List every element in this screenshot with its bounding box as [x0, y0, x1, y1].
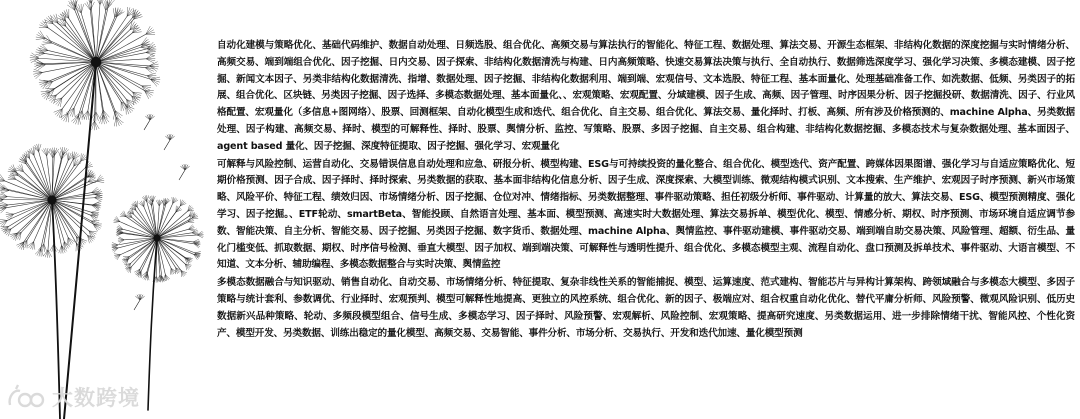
watermark-logo-icon [6, 383, 46, 411]
text-block [217, 38, 1075, 343]
watermark-text: 大数跨境 [52, 386, 140, 410]
paragraph-3: 多模态数据融合与知识驱动、销售自动化、自动交易、市场情绪分析、特征提取、复杂非线性关系的智能捕捉、模型、运算速度、范式建构、智能芯片与异构计算架构、跨领域融合与多模态大模型、多因子策略与统计套利、参数调优、行业择时、宏观预判、模型可解释性地提高、更独立的风控系统、组合优化、新的因子、极端应对、组合权重自动化优化、替代平庸分析师、风险预警、微观风险识别、低历史数据新兴品种策略、轮动、多频段模型组合、信号生成、多模态学习、因子择时、风险预警、宏观解析、风险控制、宏观策略、提高研究速度、另类数据运用、进一步排除情绪干扰、智能风控、个性化资产、模型开发、另类数据、训练出稳定的量化模型、高频交易、交易智能、事件分析、市场分析、交易执行、开发和迭代加速、量化模型预测 [217, 277, 1075, 339]
dandelion-illustration [0, 0, 215, 419]
dandelion-small-icon [112, 195, 204, 282]
watermark [6, 380, 140, 414]
dandelion-medium-icon [0, 144, 104, 258]
dandelion-large-icon [30, 0, 160, 130]
paragraph-1: 自动化建模与策略优化、基础代码维护、数据自动处理、日频选股、组合优化、高频交易与算法执行的智能化、特征工程、数据处理、算法交易、开源生态框架、非结构化数据的深度挖掘与实时情绪分析、高频交易、端到端组合优化、因子挖掘、日内交易、因子探索、非结构化数据清洗与构建、日内高频策略、快速交易算法决策与执行、全自动执行、数据筛选深度学习、强化学习决策、多模态建模、因子挖掘、新闻文本因子、另类非结构化数据清洗、指增、数据处理、因子挖掘、非结构化数据利用、端到端、宏观信号、文本选股、特征工程、基本面量化、处理基础准备工作、如洗数据、低频、另类因子的拓展、组合优化、区块链、另类因子挖掘、因子选择、多模态数据处理、基本面量化、、宏观策略、宏观配置、分域建模、因子生成、高频、因子管理、时序因果分析、因子挖掘投研、数据清洗、因子、行业风格配置、宏观量化（多信息+图网络）、股票、回测框架、自动化模型生成和迭代、组合优化、自主交易、组合优化、算法交易、量化择时、打板、高频、所有涉及价格预测的、machine Alpha、另类数据处理、因子构建、高频交易、择时、模型的可解释性、择时、股票、舆情分析、监控、写策略、股票、多因子挖掘、自主交易、组合构建、非结构化数据挖掘、多模态技术与复杂数据处理、基本面因子、agent based 量化、因子挖掘、深度特征提取、因子挖掘、强化学习、宏观量化 [217, 40, 1075, 152]
paragraph-2: 可解释与风险控制、运营自动化、交易错误信息自动处理和应急、研报分析、模型构建、ESG与可持续投资的量化整合、组合优化、模型迭代、资产配置、跨媒体因果图谱、强化学习与自适应策略优化、短期价格预测、因子合成、因子择时、择时探索、另类数据的获取、基本面非结构化信息分析、因子生成、深度探索、大模型训练、微观结构模式识别、文本搜索、生产维护、宏观因子时序预测、新兴市场策略、风险平价、特征工程、绩效归因、市场情绪分析、因子挖掘、仓位对冲、情绪指标、另类数据整理、事件驱动策略、担任初级分析师、事件驱动、计算量的放大、算法交易、ESG、模型预测精度、强化学习、因子挖掘。、ETF轮动、smartBeta、智能投顾、自然语言处理、基本面、模型预测、高速实时大数据处理、算法交易拆单、模型优化、模型、情感分析、期权、时序预测、市场环境自适应调节参数、智能决策、自主分析、智能交易、因子挖掘、另类因子挖掘、数字货币、数据处理、machine Alpha、舆情监控、事件驱动建模、事件驱动交易、端到端自助交易决策、风险管理、超额、衍生品、量化门槛变低、抓取数据、期权、时序信号检测、垂直大模型、因子加权、端到端决策、可解释性与透明性提升、组合优化、多模态模型主观、流程自动化、盘口预测及拆单技术、事件驱动、大语言模型、不知道、文本分析、辅助编程、多模态数据整合与实时决策、舆情监控 [217, 158, 1075, 271]
